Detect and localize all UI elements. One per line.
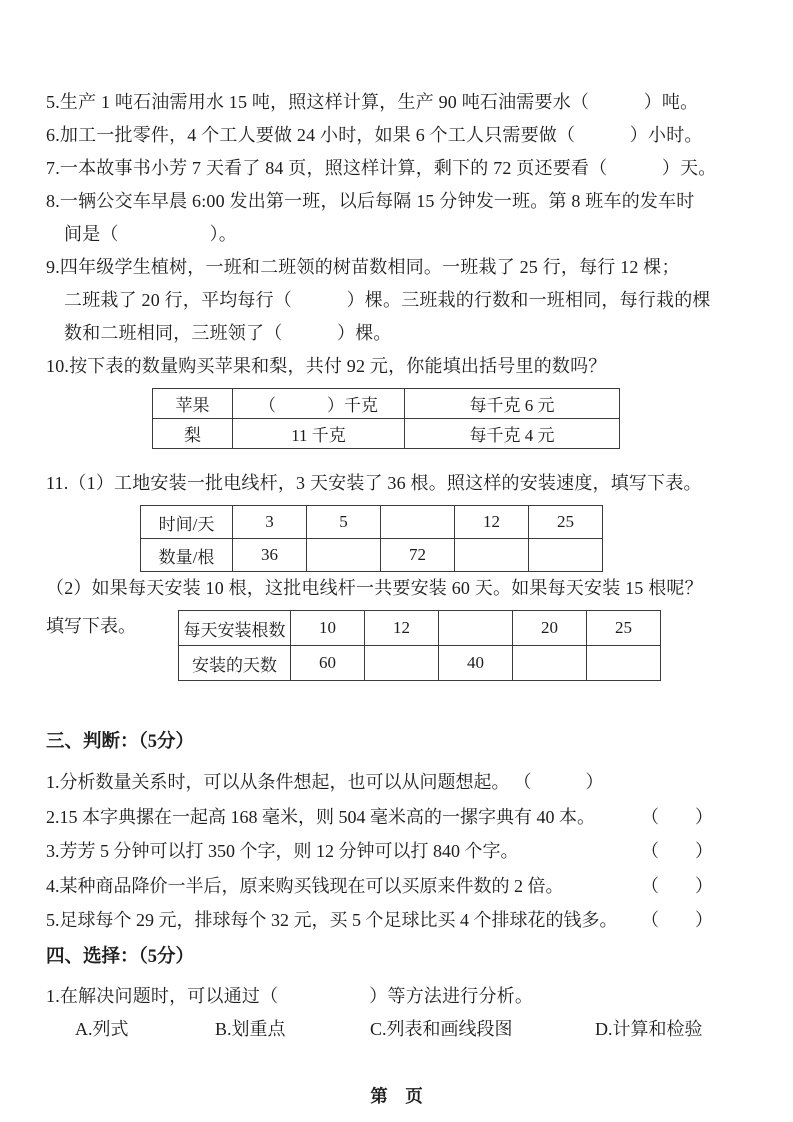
question-10: 10.按下表的数量购买苹果和梨，共付 92 元，你能填出括号里的数吗？ xyxy=(46,356,607,376)
question-9-line1: 9.四年级学生植树，一班和二班领的树苗数相同。一班栽了 25 行，每行 12 棵； xyxy=(46,257,680,277)
option-d: D.计算和检验 xyxy=(595,1018,703,1039)
fruit-price-table xyxy=(152,388,620,449)
table-cell: 时间/天 xyxy=(141,506,233,539)
table-cell: 36 xyxy=(233,539,307,572)
table-cell: 梨 xyxy=(153,419,233,449)
option-a: A.列式 xyxy=(75,1018,129,1039)
answer-paren: （ ） xyxy=(641,806,713,827)
question-11-part1: 11.（1）工地安装一批电线杆，3 天安装了 36 根。照这样的安装速度，填写下表。 xyxy=(46,473,702,493)
table-cell: （ ）千克 xyxy=(233,389,405,419)
judge-item-2 xyxy=(46,800,757,835)
table-cell: 20 xyxy=(513,611,587,646)
question-7: 7.一本故事书小芳 7 天看了 84 页，照这样计算，剩下的 72 页还要看（ ）天。 xyxy=(46,158,717,178)
install-days-table xyxy=(178,610,661,681)
table-cell: 25 xyxy=(587,611,661,646)
table-cell: 数量/根 xyxy=(141,539,233,572)
question-8-line2: 间是（ ）。 xyxy=(64,224,237,244)
table-cell xyxy=(529,539,603,572)
table-cell: 10 xyxy=(291,611,365,646)
table-cell xyxy=(439,611,513,646)
table-cell: 12 xyxy=(365,611,439,646)
judge-item-text: 3.芳芳 5 分钟可以打 350 个字，则 12 分钟可以打 840 个字。 xyxy=(46,841,519,861)
question-11-part2-table-row xyxy=(46,610,757,681)
judge-item-text: 2.15 本字典摞在一起高 168 毫米，则 504 毫米高的一摞字典有 40 本。 xyxy=(46,806,595,827)
question-9-line3: 数和二班相同，三班领了（ ）棵。 xyxy=(64,323,392,343)
answer-paren: （ ） xyxy=(641,875,713,896)
question-9-line2: 二班栽了 20 行，平均每行（ ）棵。三班栽的行数和一班相同，每行栽的棵 xyxy=(64,290,711,310)
answer-paren: （ ） xyxy=(641,910,713,930)
question-8-line1: 8.一辆公交车早晨 6:00 发出第一班，以后每隔 15 分钟发一班。第 8 班车的发车时 xyxy=(46,191,695,211)
table-row xyxy=(179,646,661,681)
judge-item-text: 1.分析数量关系时，可以从条件想起，也可以从问题想起。 xyxy=(46,772,510,792)
table-cell xyxy=(455,539,529,572)
table-cell: 72 xyxy=(381,539,455,572)
table-cell xyxy=(513,646,587,681)
option-b: B.划重点 xyxy=(215,1018,286,1039)
question-11-part2: （2）如果每天安装 10 根，这批电线杆一共要安装 60 天。如果每天安装 15 根呢？ xyxy=(46,578,703,598)
judge-item-3 xyxy=(46,834,757,869)
option-c: C.列表和画线段图 xyxy=(370,1018,513,1039)
choice-options xyxy=(46,1013,757,1047)
table-cell: 安装的天数 xyxy=(179,646,291,681)
section-choice-header: 四、选择：（5分） xyxy=(46,946,195,967)
question-5: 5.生产 1 吨石油需用水 15 吨，照这样计算，生产 90 吨石油需要水（ ）吨。 xyxy=(46,92,699,112)
choice-question-1: 1.在解决问题时，可以通过（ ）等方法进行分析。 xyxy=(46,985,534,1006)
table-cell: 5 xyxy=(307,506,381,539)
table-cell: 40 xyxy=(439,646,513,681)
table-row xyxy=(141,539,603,572)
table-row xyxy=(153,419,620,449)
table-cell: 每千克 6 元 xyxy=(405,389,620,419)
table-cell xyxy=(365,646,439,681)
table-row xyxy=(141,506,603,539)
table-cell: 苹果 xyxy=(153,389,233,419)
table-cell xyxy=(587,646,661,681)
answer-paren: （ ） xyxy=(513,772,604,792)
fill-table-label: 填写下表。 xyxy=(46,616,136,636)
table-cell xyxy=(381,506,455,539)
question-6: 6.加工一批零件，4 个工人要做 24 小时，如果 6 个工人只需要做（ ）小时。 xyxy=(46,125,703,145)
table-cell: 3 xyxy=(233,506,307,539)
table-cell xyxy=(307,539,381,572)
table-cell: 12 xyxy=(455,506,529,539)
table-row xyxy=(179,611,661,646)
answer-paren: （ ） xyxy=(641,841,713,861)
table-cell: 25 xyxy=(529,506,603,539)
judge-item-4 xyxy=(46,869,757,904)
judge-item-1 xyxy=(46,765,757,800)
table-cell: 60 xyxy=(291,646,365,681)
judge-item-5 xyxy=(46,903,757,938)
table-cell: 每天安装根数 xyxy=(179,611,291,646)
section-judge-header: 三、判断：（5分） xyxy=(46,732,195,752)
install-rate-table xyxy=(140,505,603,572)
judge-item-text: 5.足球每个 29 元，排球每个 32 元，买 5 个足球比买 4 个排球花的钱多。 xyxy=(46,910,618,930)
table-cell: 每千克 4 元 xyxy=(405,419,620,449)
page-footer: 第 页 xyxy=(370,1086,423,1106)
table-row xyxy=(153,389,620,419)
table-cell: 11 千克 xyxy=(233,419,405,449)
judge-item-text: 4.某种商品降价一半后，原来购买钱现在可以买原来件数的 2 倍。 xyxy=(46,875,564,896)
